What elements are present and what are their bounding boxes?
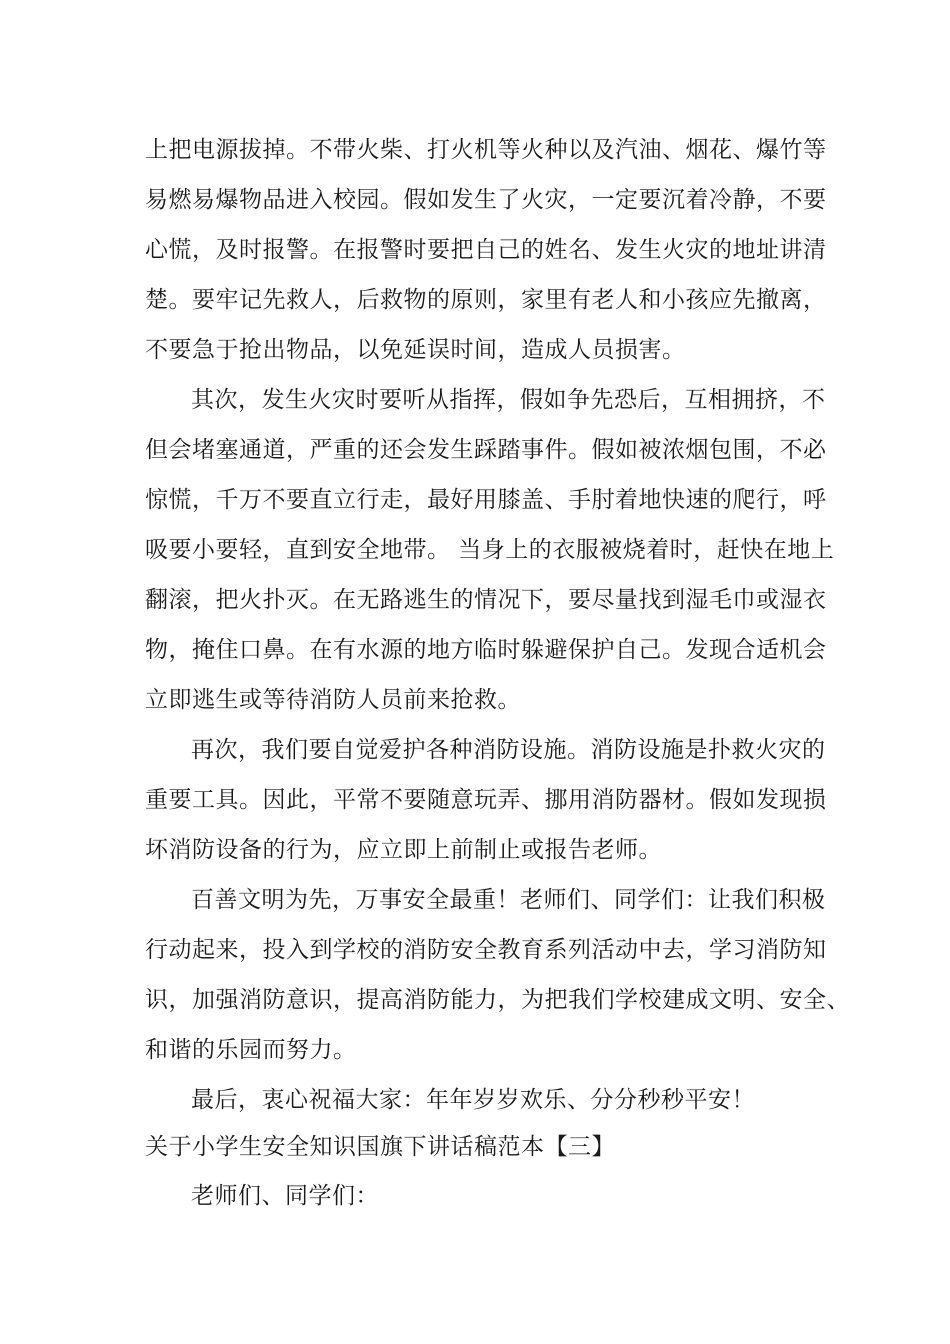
paragraph-line: 最后，衷心祝福大家：年年岁岁欢乐、分分秒秒平安！ [191,1087,755,1113]
paragraph-line: 重要工具。因此，平常不要随意玩弄、挪用消防器材。假如发现损 [145,787,827,813]
paragraph-line: 不要急于抢出物品，以免延误时间，造成人员损害。 [145,337,686,363]
paragraph-line: 坏消防设备的行为，应立即上前制止或报告老师。 [145,837,662,863]
paragraph-line: 心慌，及时报警。在报警时要把自己的姓名、发生火灾的地址讲清 [145,237,827,263]
paragraph-line: 百善文明为先，万事安全最重！老师们、同学们：让我们积极 [191,887,826,913]
paragraph-line: 上把电源拔掉。不带火柴、打火机等火种以及汽油、烟花、爆竹等 [145,137,827,163]
paragraph-line: 但会堵塞通道，严重的还会发生踩踏事件。假如被浓烟包围，不必 [145,437,827,463]
paragraph-line: 立即逃生或等待消防人员前来抢救。 [145,687,521,713]
paragraph-line: 楚。要牢记先救人，后救物的原则，家里有老人和小孩应先撤离， [145,287,827,313]
section-heading: 关于小学生安全知识国旗下讲话稿范本【三】 [145,1134,615,1160]
paragraph-line: 翻滚，把火扑灭。在无路逃生的情况下，要尽量找到湿毛巾或湿衣 [145,587,827,613]
paragraph-line: 再次，我们要自觉爱护各种消防设施。消防设施是扑救火灾的 [191,737,826,763]
paragraph-line: 行动起来，投入到学校的消防安全教育系列活动中去，学习消防知 [145,937,827,963]
paragraph-line: 吸要小要轻，直到安全地带。 当身上的衣服被烧着时，赶快在地上 [145,537,835,563]
greeting-line: 老师们、同学们： [191,1183,379,1209]
paragraph-line: 其次，发生火灾时要听从指挥，假如争先恐后，互相拥挤，不 [191,387,826,413]
paragraph-line: 识，加强消防意识，提高消防能力，为把我们学校建成文明、安全、 [145,987,850,1013]
paragraph-line: 和谐的乐园而努力。 [145,1037,357,1063]
paragraph-line: 易燃易爆物品进入校园。假如发生了火灾，一定要沉着冷静，不要 [145,187,827,213]
paragraph-line: 惊慌，千万不要直立行走，最好用膝盖、手肘着地快速的爬行，呼 [145,487,827,513]
paragraph-line: 物，掩住口鼻。在有水源的地方临时躲避保护自己。发现合适机会 [145,637,827,663]
